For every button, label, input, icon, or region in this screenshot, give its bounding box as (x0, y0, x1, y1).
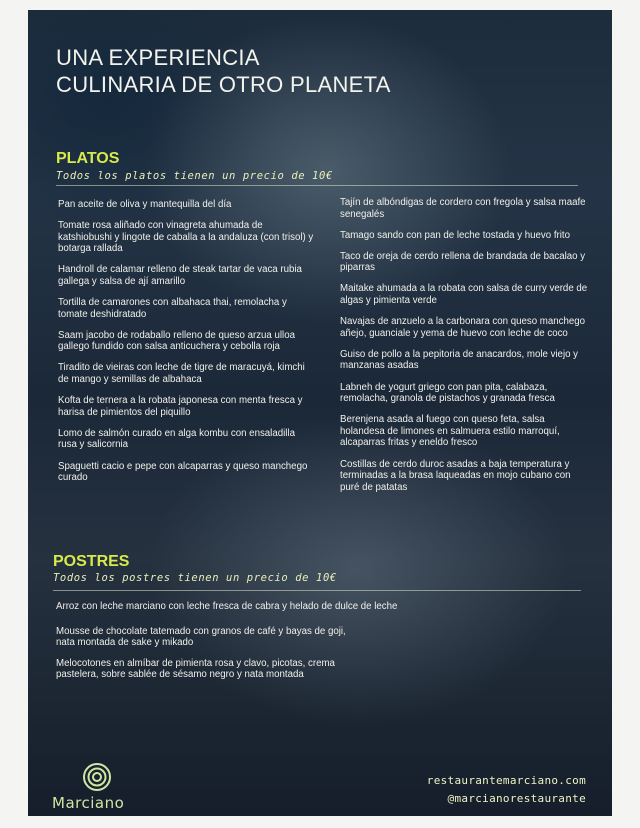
brand-name: Marciano (52, 794, 125, 812)
dish-item: Guiso de pollo a la pepitoria de anacardos, mole viejo y manzanas asadas (340, 348, 579, 372)
postres-list (56, 601, 576, 690)
dish-item: Costillas de cerdo duroc asadas a baja temperatura y terminadas a la brasa laqueadas en mojo cubano con puré de patatas (340, 458, 571, 493)
platos-subtitle: Todos los platos tienen un precio de 10€ (56, 170, 333, 182)
platos-heading: PLATOS (56, 150, 120, 167)
platos-right-column (340, 197, 588, 503)
dish-item: Kofta de ternera a la robata japonesa con menta fresca y harisa de pimientos del piquillo (58, 395, 303, 418)
postres-subtitle: Todos los postres tienen un precio de 10€ (53, 572, 337, 584)
dish-item: Handroll de calamar relleno de steak tartar de vaca rubia gallega y salsa de ají amarillo (58, 264, 302, 287)
dish-item: Taco de oreja de cerdo rellena de brandada de bacalao y piparras (340, 250, 586, 274)
spiral-logo-icon (82, 762, 112, 792)
dish-item: Lomo de salmón curado en alga kombu con ensaladilla rusa y salicornia (58, 427, 295, 451)
title-line-1: UNA EXPERIENCIA (56, 45, 260, 70)
dish-item: Tortilla de camarones con albahaca thai, remolacha y tomate deshidratado (58, 297, 287, 320)
dish-item: Tajín de albóndigas de cordero con fregola y salsa maafe senegalés (340, 197, 586, 220)
dish-item: Tamago sando con pan de leche tostada y huevo frito (340, 229, 570, 241)
social-handle[interactable]: @marcianorestaurante (447, 792, 586, 805)
platos-divider (56, 185, 578, 186)
platos-left-column (58, 199, 316, 493)
dish-item: Tiradito de vieiras con leche de tigre de maracuyá, kimchi de mango y semillas de albahaca (58, 362, 305, 386)
dish-item: Maitake ahumada a la robata con salsa de curry verde de algas y pimienta verde (340, 283, 588, 307)
dessert-item: Arroz con leche marciano con leche fresca de cabra y helado de dulce de leche (56, 601, 398, 612)
menu-card (28, 10, 612, 816)
page-title (56, 44, 456, 98)
dish-item: Pan aceite de oliva y mantequilla del día (58, 199, 232, 210)
dessert-item: Mousse de chocolate tatemado con granos de café y bayas de goji, nata montada de sake y mikado (56, 625, 346, 649)
postres-heading: POSTRES (53, 553, 130, 570)
contact-info (427, 772, 586, 808)
website-link[interactable]: restaurantemarciano.com (426, 774, 586, 787)
brand-logo (52, 762, 152, 812)
dish-item: Spaguetti cacio e pepe con alcaparras y queso manchego curado (58, 460, 308, 484)
postres-divider (53, 590, 581, 591)
dessert-item: Melocotones en almíbar de pimienta rosa y clavo, picotas, crema pastelera, sobre sablée de sésamo negro y nata montada (56, 657, 335, 681)
dish-item: Navajas de anzuelo a la carbonara con queso manchego añejo, guanciale y yema de huevo con leche de coco (340, 316, 586, 339)
dish-item: Berenjena asada al fuego con queso feta, salsa holandesa de limones en salmuera estilo marroquí, alcaparras fritas y eneldo fresco (340, 414, 560, 449)
dish-item: Tomate rosa aliñado con vinagreta ahumada de katshiobushi y lingote de caballa a la andaluza (con trisol) y botarga rallada (58, 220, 314, 255)
title-line-2: CULINARIA DE OTRO PLANETA (56, 72, 391, 97)
dish-item: Labneh de yogurt griego con pan pita, calabaza, remolacha, granola de pistachos y granada fresca (340, 381, 555, 405)
dish-item: Saam jacobo de rodaballo relleno de queso arzua ulloa gallego fundido con salsa anticuchera y cebolla roja (58, 329, 295, 353)
